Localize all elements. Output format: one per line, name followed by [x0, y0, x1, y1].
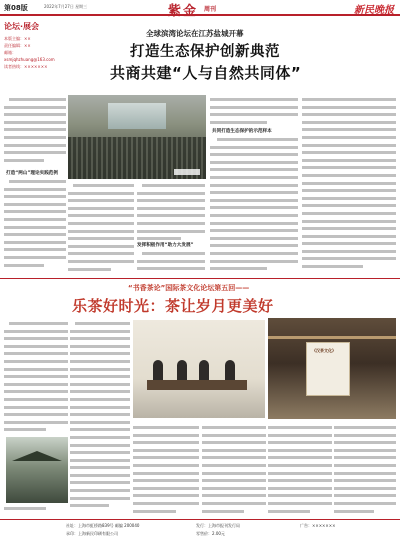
- footer-printer: 承印：上海新民印刷有限公司: [66, 531, 118, 536]
- body-text-col-3b: [137, 250, 205, 276]
- book-title: 《汉茶文化》: [312, 348, 336, 353]
- body-text-col-1b: [4, 178, 66, 274]
- body-text-col-4b: [210, 136, 298, 274]
- tea-forum-photo: [133, 320, 265, 418]
- mid-headline: 乐茶好时光：茶让岁月更美好: [72, 297, 274, 315]
- mid-text-col-1b: [4, 505, 68, 517]
- page-number: 第08版: [4, 4, 28, 12]
- footer-distribution: 发行：上海市报刊发行局: [196, 523, 240, 528]
- mid-text-col-3: [133, 424, 199, 516]
- mid-kicker: “书香茶论”国际茶文化论坛第五回——: [128, 284, 250, 292]
- body-text-col-3: [137, 182, 205, 240]
- issue-date: 2022年7月27日 星期三: [44, 4, 88, 9]
- section-divider: [0, 278, 400, 279]
- editor-line: 本版主编：××: [4, 36, 31, 41]
- body-text-col-5: [302, 96, 396, 274]
- editor-line: 邮箱：: [4, 50, 16, 55]
- body-text-col-4: [210, 96, 298, 126]
- footer-address: 社址：上海市虹桥路839号 邮编 200040: [66, 523, 140, 528]
- forum-photo: [68, 95, 206, 179]
- body-text-col-2: [68, 182, 134, 274]
- mid-text-col-5: [268, 424, 332, 516]
- masthead: [0, 0, 400, 19]
- newspaper-name: 新民晚报: [354, 5, 394, 16]
- footer-ads: 广告：×××××××: [300, 523, 336, 528]
- top-kicker: 全球滨湾论坛在江苏盐城开幕: [146, 29, 244, 38]
- editor-credits: [4, 35, 66, 70]
- top-headline-2: 共商共建“人与自然共同体”: [110, 64, 302, 82]
- top-headline-1: 打造生态保护创新典范: [130, 44, 280, 60]
- body-text-col-1: [4, 96, 66, 168]
- mid-text-col-6: [334, 424, 396, 516]
- editor-line: 读者热线：×××××××: [4, 64, 48, 69]
- subhead-2: 共同打造生态保护的示范样本: [212, 129, 272, 134]
- subhead-1: 打造“两山”理论实践范例: [6, 171, 58, 176]
- section-logo: 紫金: [168, 4, 199, 19]
- section-title: 论坛·展会: [4, 22, 40, 31]
- subhead-3: 发挥积极作用“助力大发展”: [137, 243, 194, 248]
- footer: [0, 519, 400, 541]
- ink-painting-photo: [6, 437, 68, 503]
- mid-text-col-2: [70, 320, 130, 516]
- section-label: 周刊: [204, 6, 217, 13]
- section-info-box: [4, 22, 66, 70]
- editor-line: 责任编辑：××: [4, 43, 31, 48]
- footer-price: 零售价：2.00元: [196, 531, 225, 536]
- editor-line: xsmjqhzhuang@163.com: [4, 57, 55, 62]
- mid-text-col-4: [202, 424, 266, 516]
- mid-text-col-1: [4, 320, 68, 434]
- tea-book-photo: [268, 318, 396, 419]
